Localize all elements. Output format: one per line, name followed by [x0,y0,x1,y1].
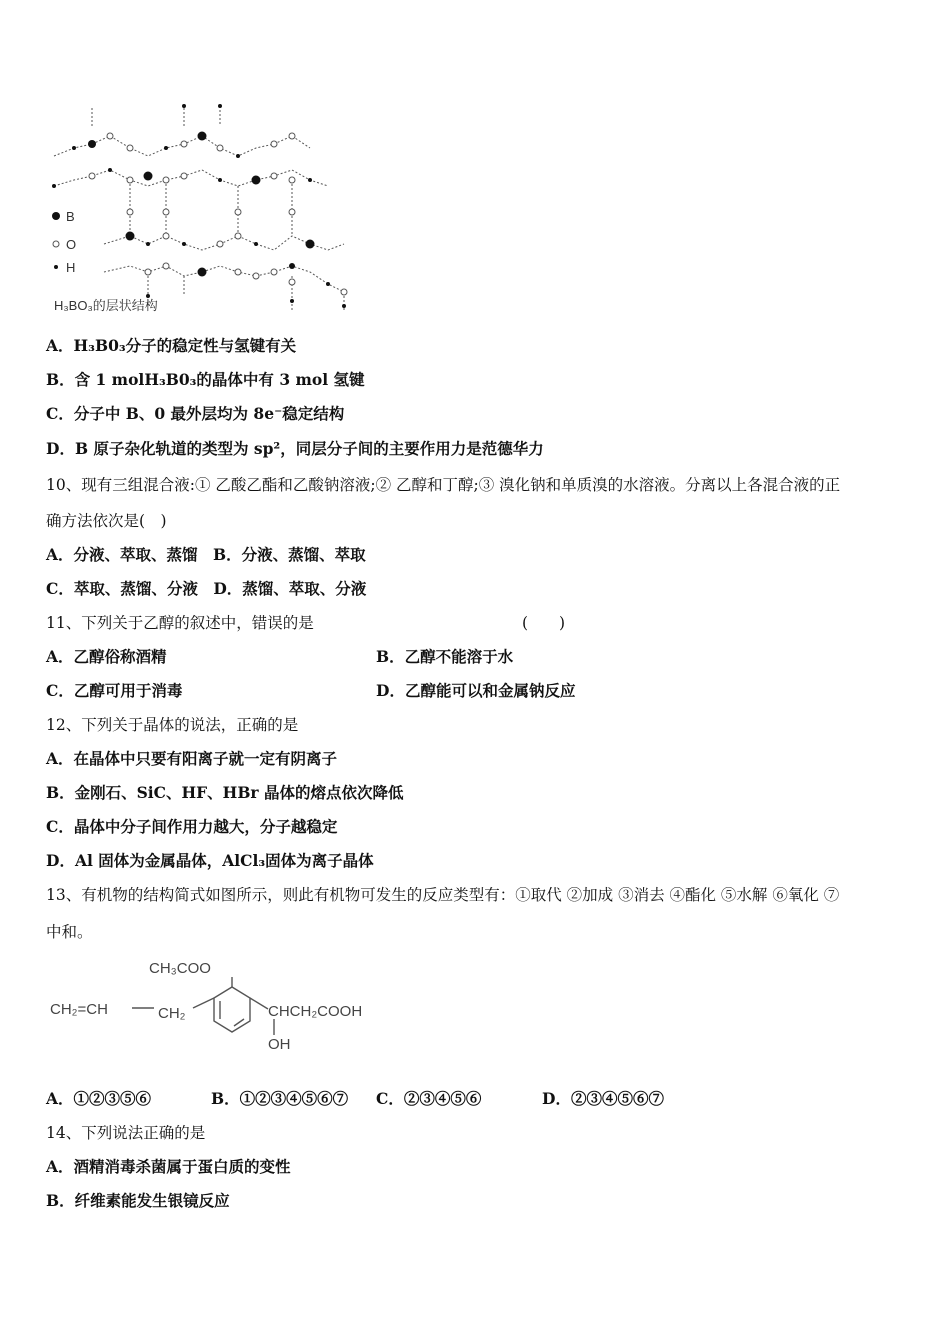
option-label: D． [46,439,75,458]
organic-structure-figure [46,953,396,1058]
q9-option-b [46,370,365,390]
option-label: A． [46,336,74,355]
q14-option-b: B．纤维素能发生银镜反应 [46,1191,230,1210]
legend-boron-label: B [66,209,75,224]
methylene-bridge-label: CH₂ [158,1005,186,1022]
option-label: B． [46,370,75,389]
hydroxyl-group-label: OH [268,1036,291,1053]
q13-stem-line2: 中和。 [46,923,93,941]
q9-option-d [46,439,544,459]
q11-option-b: B．乙醇不能溶于水 [376,647,514,666]
q11-option-a: A．乙醇俗称酒精 [46,647,167,666]
acetoxy-group-label: CH₃COO [149,960,211,977]
q10-options-row1: A．分液、萃取、蒸馏 B．分液、蒸馏、萃取 [46,545,366,564]
legend-oxygen-icon [53,241,59,247]
q12-option-c: C．晶体中分子间作用力越大，分子越稳定 [46,817,338,836]
q13-option-d: D．②③④⑤⑥⑦ [542,1089,664,1108]
option-text: 分子中 B、0 最外层均为 8e⁻稳定结构 [73,404,345,423]
q14-option-a: A．酒精消毒杀菌属于蛋白质的变性 [46,1157,291,1176]
legend-hydrogen-label: H [66,260,76,275]
legend-hydrogen-icon [54,265,58,269]
q13-option-b: B．①②③④⑤⑥⑦ [211,1089,349,1108]
q12-option-b: B．金刚石、SiC、HF、HBr 晶体的熔点依次降低 [46,783,404,802]
side-chain-label: CHCH₂COOH [268,1003,363,1020]
option-text: 含 1 molH₃B0₃的晶体中有 3 mol 氢键 [74,370,365,389]
legend-oxygen-label: O [66,237,77,252]
q9-option-c [46,404,344,424]
q12-stem: 12、下列关于晶体的说法，正确的是 [46,716,299,734]
option-text: H₃B0₃分子的稳定性与氢键有关 [73,336,297,355]
q12-option-a: A．在晶体中只要有阳离子就一定有阴离子 [46,749,338,768]
q11-option-d: D．乙醇能可以和金属钠反应 [376,681,576,700]
q10-stem-line1: 10、现有三组混合液:① 乙酸乙酯和乙酸钠溶液;② 乙醇和丁醇;③ 溴化钠和单质溴的水溶液。分离以上各混合液的正 [46,476,841,494]
vinyl-group-label: CH₂=CH [50,1001,108,1018]
q13-option-c: C．②③④⑤⑥ [376,1089,482,1108]
q11-stem: 11、下列关于乙醇的叙述中，错误的是 [46,614,314,632]
option-text: B 原子杂化轨道的类型为 sp²，同层分子间的主要作用力是范德华力 [74,439,544,458]
q10-stem-line2: 确方法依次是( ) [46,512,167,530]
q14-stem: 14、下列说法正确的是 [46,1124,206,1142]
q13-stem-line1: 13、有机物的结构简式如图所示，则此有机物可发生的反应类型有：①取代 ②加成 ③消去 ④酯化 ⑤水解 ⑥氧化 ⑦ [46,886,840,904]
q13-option-a: A．①②③⑤⑥ [46,1089,152,1108]
q12-option-d: D．Al 固体为金属晶体，AlCl₃固体为离子晶体 [46,851,374,870]
h3bo3-structure-figure [44,96,364,324]
figure-caption: H₃BO₃的层状结构 [54,298,158,313]
q9-option-a [46,336,296,356]
q11-option-c: C．乙醇可用于消毒 [46,681,183,700]
q11-answer-paren: ( ) [522,614,566,632]
option-label: C． [46,404,74,423]
q10-options-row2: C．萃取、蒸馏、分液 D．蒸馏、萃取、分液 [46,579,367,598]
legend-boron-icon [52,212,60,220]
